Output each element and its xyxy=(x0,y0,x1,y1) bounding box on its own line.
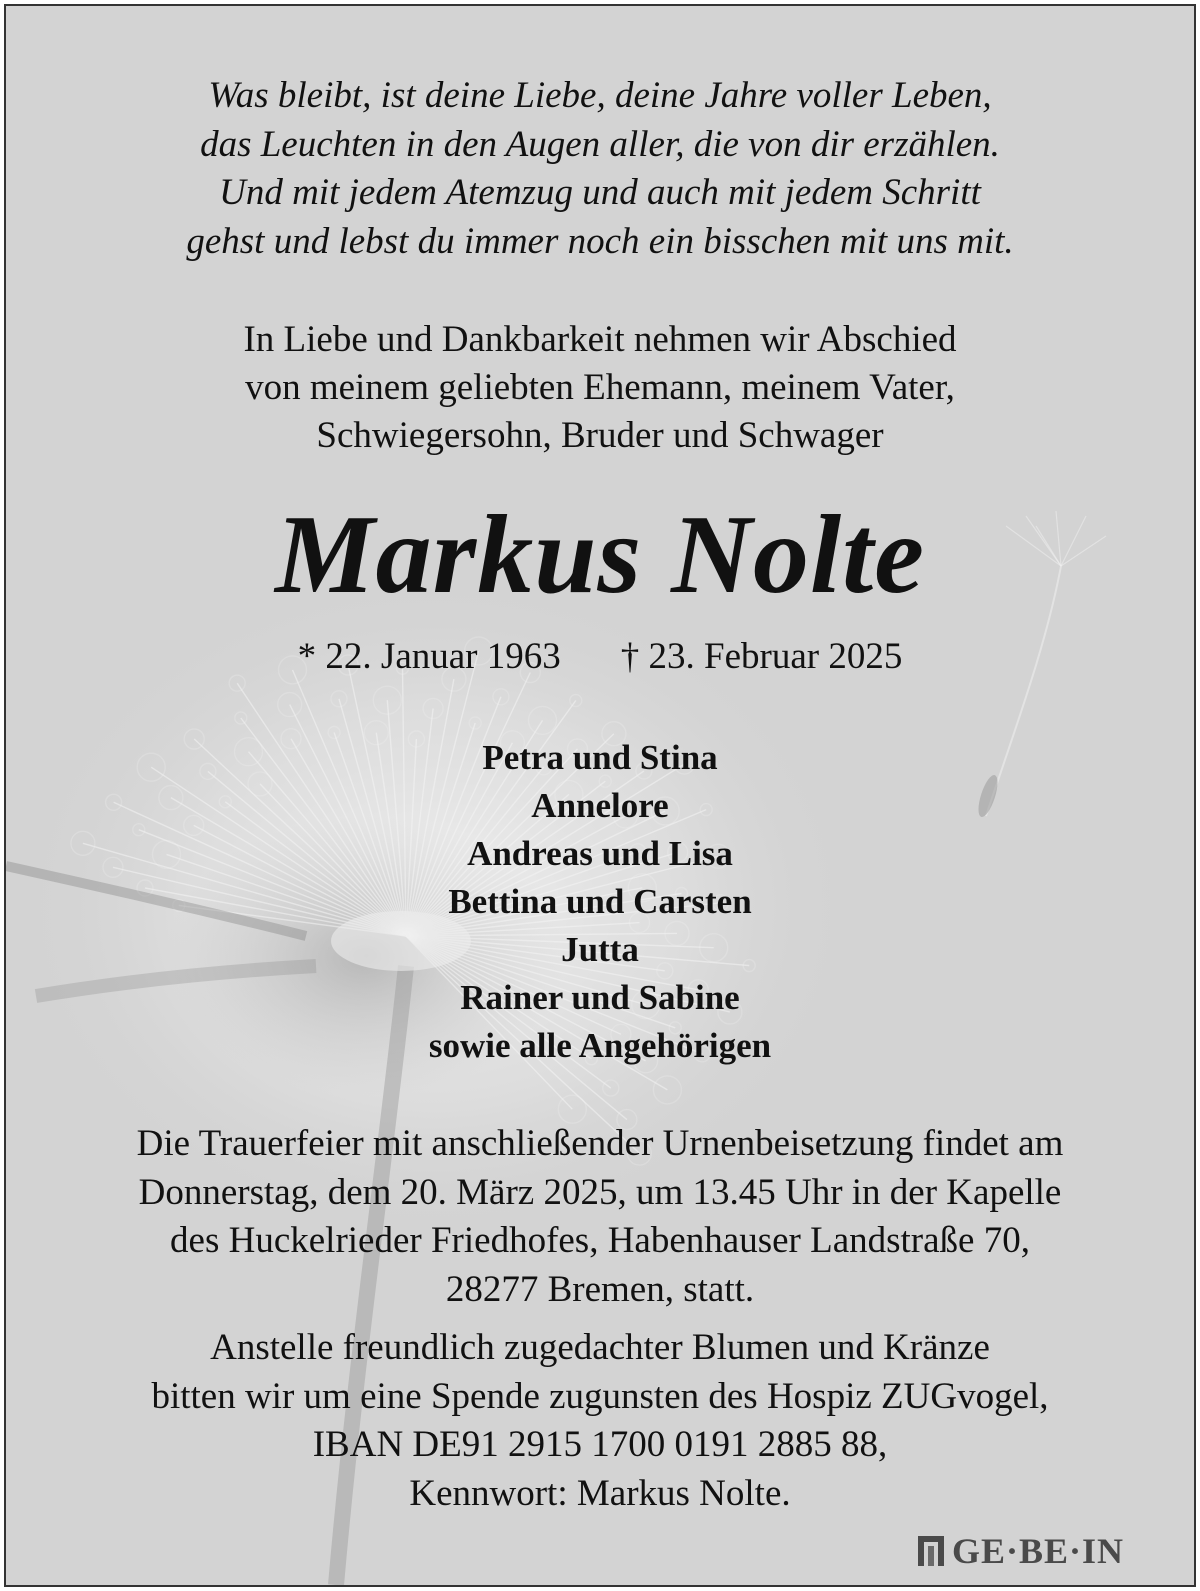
deceased-name: Markus Nolte xyxy=(275,493,925,617)
donation-line: Anstelle freundlich zugedachter Blumen und Kränze xyxy=(210,1327,990,1368)
death-date: † 23. Februar 2025 xyxy=(620,636,903,677)
service-line: Donnerstag, dem 20. März 2025, um 13.45 Uhr in der Kapelle xyxy=(138,1171,1062,1213)
donation-request xyxy=(6,1324,1194,1518)
mourner-entry: Annelore xyxy=(531,786,669,825)
mourner-entry: sowie alle Angehörigen xyxy=(428,1026,772,1065)
mourner-entry: Andreas und Lisa xyxy=(467,834,733,873)
funeral-service-info xyxy=(6,1120,1194,1314)
notice-content xyxy=(6,6,1194,1585)
mourner-entry: Petra und Stina xyxy=(482,738,718,777)
intro-line: In Liebe und Dankbarkeit nehmen wir Abschied xyxy=(243,319,957,360)
donation-line: IBAN DE91 2915 1700 0191 2885 88, xyxy=(312,1424,888,1465)
farewell-intro xyxy=(6,316,1194,460)
service-line: des Huckelrieder Friedhofes, Habenhauser Landstraße 70, xyxy=(170,1220,1030,1261)
poem-line: Was bleibt, ist deine Liebe, deine Jahre voller Leben, xyxy=(208,75,992,116)
gebein-logo-text: GE·BE·IN xyxy=(951,1531,1124,1571)
mourners-list xyxy=(6,734,1194,1070)
donation-line: bitten wir um eine Spende zugunsten des Hospiz ZUGvogel, xyxy=(151,1375,1049,1417)
mourner-entry: Rainer und Sabine xyxy=(460,978,740,1017)
poem-line: Und mit jedem Atemzug und auch mit jedem Schritt xyxy=(219,172,981,213)
donation-line: Kennwort: Markus Nolte. xyxy=(409,1472,791,1514)
intro-line: von meinem geliebten Ehemann, meinem Vater, xyxy=(245,367,955,408)
gebein-logo xyxy=(916,1531,1124,1571)
service-line: 28277 Bremen, statt. xyxy=(445,1268,755,1310)
birth-date: * 22. Januar 1963 xyxy=(297,636,561,677)
memorial-poem xyxy=(6,72,1194,266)
poem-line: das Leuchten in den Augen aller, die von dir erzählen. xyxy=(200,123,1000,165)
mourner-entry: Bettina und Carsten xyxy=(448,882,752,921)
life-dates xyxy=(6,634,1194,680)
service-line: Die Trauerfeier mit anschließender Urnenbeisetzung findet am xyxy=(136,1123,1064,1164)
mourner-entry: Jutta xyxy=(561,930,639,969)
poem-line: gehst und lebst du immer noch ein bisschen mit uns mit. xyxy=(186,220,1014,262)
gebein-logo-icon xyxy=(916,1534,946,1568)
obituary-notice xyxy=(4,4,1196,1587)
intro-line: Schwiegersohn, Bruder und Schwager xyxy=(316,415,884,456)
